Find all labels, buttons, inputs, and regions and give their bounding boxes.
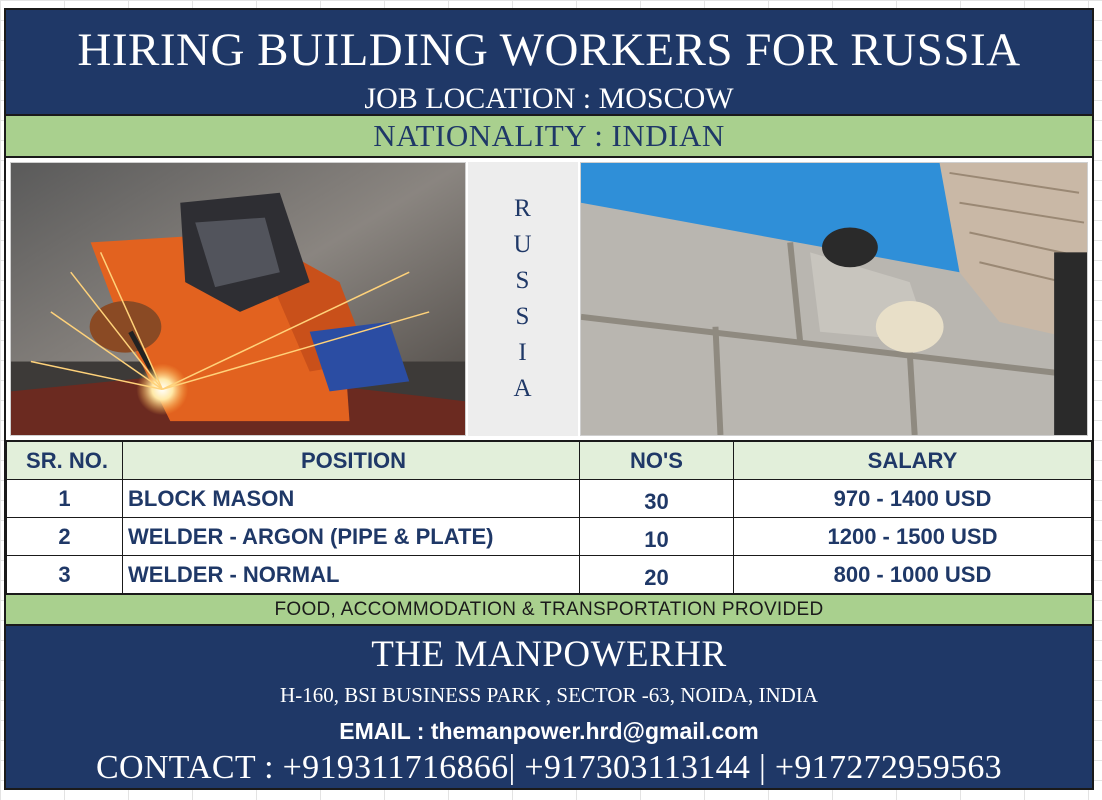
table-row [7, 480, 1092, 518]
company-address: H-160, BSI BUSINESS PARK , SECTOR -63, NOIDA, INDIA [280, 683, 818, 707]
cell-position: WELDER - ARGON (PIPE & PLATE) [123, 518, 580, 556]
cell-nos: 10 [580, 518, 734, 556]
header-nos: NO'S [580, 442, 734, 480]
table-row [7, 556, 1092, 594]
cell-sr-no: 1 [7, 480, 123, 518]
table-row [7, 518, 1092, 556]
country-letter: S [515, 267, 531, 294]
country-letter: S [515, 303, 531, 330]
job-location: JOB LOCATION : MOSCOW [364, 82, 734, 115]
company-footer [6, 626, 1092, 788]
photo-row [6, 158, 1092, 441]
mason-photo [580, 162, 1088, 436]
cell-sr-no: 3 [7, 556, 123, 594]
welder-photo [10, 162, 466, 436]
cell-salary: 800 - 1000 USD [734, 556, 1092, 594]
poster-header [6, 10, 1092, 116]
cell-position: WELDER - NORMAL [123, 556, 580, 594]
cell-sr-no: 2 [7, 518, 123, 556]
job-poster [4, 8, 1094, 790]
country-letter: U [513, 231, 533, 258]
header-salary: SALARY [734, 442, 1092, 480]
nationality-banner: NATIONALITY : INDIAN [6, 116, 1092, 158]
cell-salary: 1200 - 1500 USD [734, 518, 1092, 556]
country-letter: I [518, 339, 528, 366]
header-position: POSITION [123, 442, 580, 480]
benefits-banner: FOOD, ACCOMMODATION & TRANSPORTATION PROVIDED [6, 594, 1092, 626]
contact-numbers: CONTACT : +919311716866| +917303113144 | +917272959563 [96, 749, 1002, 786]
country-letter: R [514, 195, 532, 222]
country-letter: A [513, 375, 533, 402]
positions-table [6, 441, 1092, 594]
company-name: THE MANPOWERHR [371, 634, 727, 675]
company-email: EMAIL : themanpower.hrd@gmail.com [339, 718, 759, 744]
table-header-row [7, 442, 1092, 480]
cell-salary: 970 - 1400 USD [734, 480, 1092, 518]
country-vertical [468, 162, 578, 436]
cell-nos: 30 [580, 480, 734, 518]
poster-title: HIRING BUILDING WORKERS FOR RUSSIA [77, 24, 1021, 76]
header-sr-no: SR. NO. [7, 442, 123, 480]
cell-nos: 20 [580, 556, 734, 594]
cell-position: BLOCK MASON [123, 480, 580, 518]
